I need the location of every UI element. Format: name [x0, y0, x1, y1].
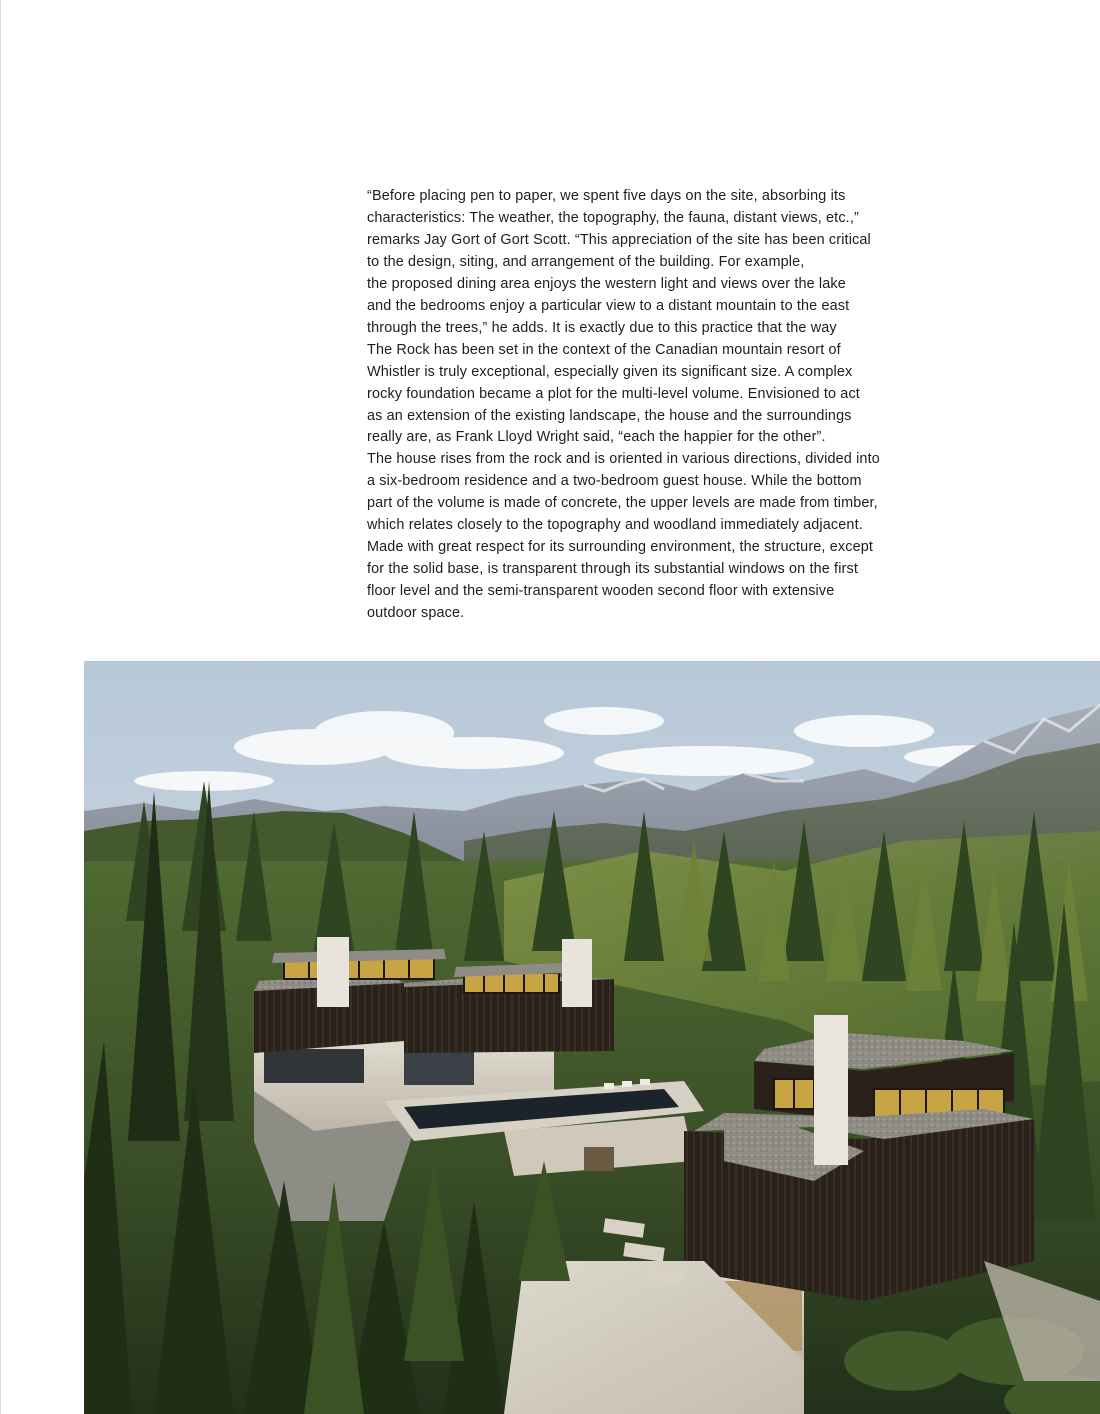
article-line: the proposed dining area enjoys the western light and views over the lake: [367, 275, 846, 292]
article-line: characteristics: The weather, the topography, the fauna, distant views, etc.,”: [367, 209, 859, 226]
article-line: remarks Jay Gort of Gort Scott. “This appreciation of the site has been critical: [367, 231, 871, 248]
article-line: Whistler is truly exceptional, especially given its significant size. A complex: [367, 363, 853, 380]
article-line: Made with great respect for its surrounding environment, the structure, except: [367, 539, 874, 556]
article-line: which relates closely to the topography and woodland immediately adjacent.: [367, 517, 863, 534]
article-line: outdoor space.: [367, 605, 465, 622]
house-aerial-photo: [84, 661, 1100, 1414]
article-line: through the trees,” he adds. It is exactly due to this practice that the way: [367, 319, 837, 336]
article-line: a six-bedroom residence and a two-bedroom guest house. While the bottom: [367, 473, 862, 490]
article-line: rocky foundation became a plot for the multi-level volume. Envisioned to act: [367, 385, 860, 402]
article-line: as an extension of the existing landscape, the house and the surroundings: [367, 407, 852, 424]
article-line: floor level and the semi-transparent wooden second floor with extensive: [367, 583, 835, 600]
article-line: “Before placing pen to paper, we spent five days on the site, absorbing its: [367, 188, 846, 204]
article-line: for the solid base, is transparent through its substantial windows on the first: [367, 561, 858, 578]
article-body: [367, 186, 927, 625]
article-line: The Rock has been set in the context of the Canadian mountain resort of: [367, 341, 841, 358]
article-line: The house rises from the rock and is oriented in various directions, divided into: [367, 451, 880, 468]
photo-illustration: [84, 661, 1100, 1414]
article-line: to the design, siting, and arrangement of the building. For example,: [367, 253, 805, 270]
article-line: really are, as Frank Lloyd Wright said, “each the happier for the other”.: [367, 429, 826, 446]
page-edge-line: [0, 0, 1, 1414]
article-line: part of the volume is made of concrete, the upper levels are made from timber,: [367, 495, 878, 512]
article-line: and the bedrooms enjoy a particular view to a distant mountain to the east: [367, 297, 850, 314]
